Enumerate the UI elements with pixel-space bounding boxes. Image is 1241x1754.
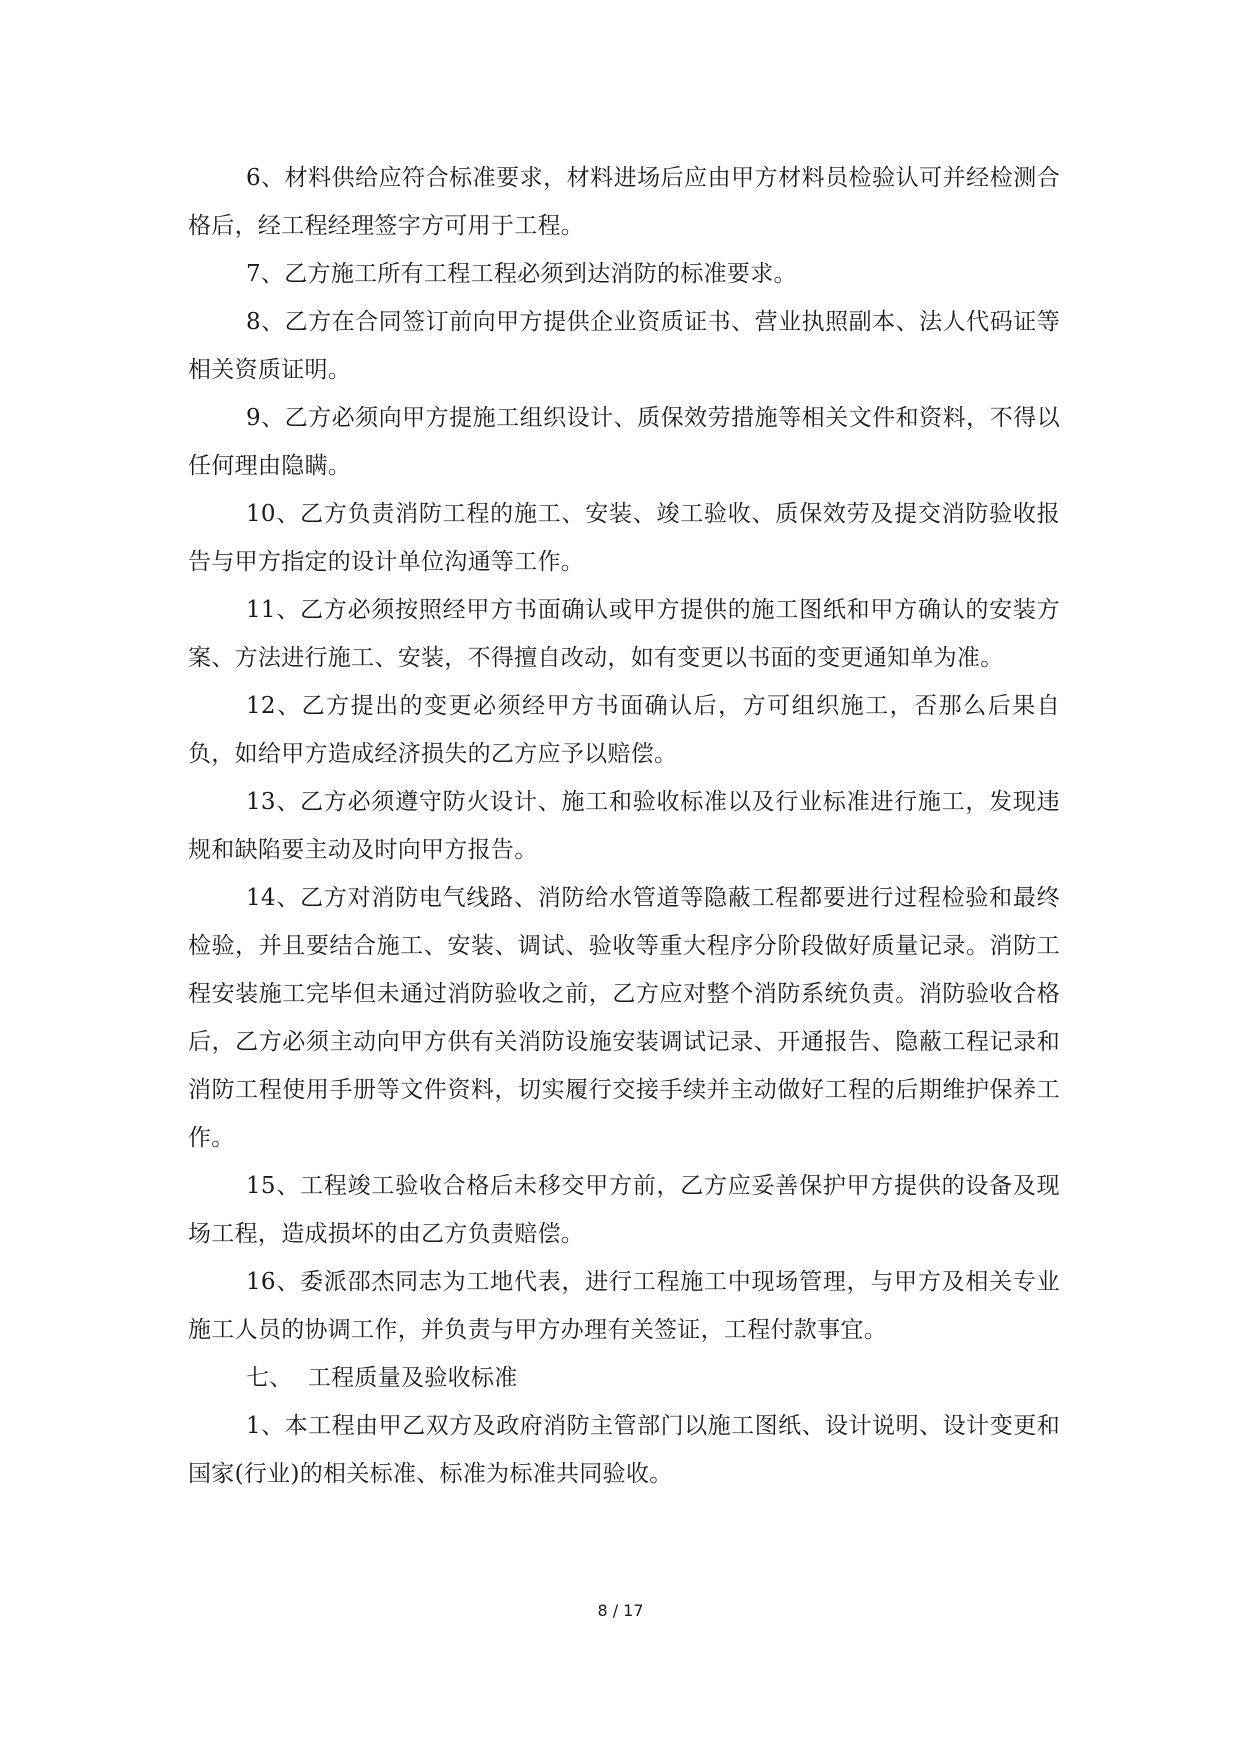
paragraph-item-16: 16、委派邵杰同志为工地代表，进行工程施工中现场管理，与甲方及相关专业施工人员的协调工作，并负责与甲方办理有关签证，工程付款事宜。 — [188, 1269, 1060, 1343]
section-paragraph-1: 1、本工程由甲乙双方及政府消防主管部门以施工图纸、设计说明、设计变更和国家(行业)的相关标准、标准为标准共同验收。 — [188, 1413, 1060, 1487]
page-number: 8 / 17 — [597, 1601, 644, 1620]
paragraph-item-9: 9、乙方必须向甲方提施工组织设计、质保效劳措施等相关文件和资料，不得以任何理由隐瞒。 — [188, 405, 1060, 479]
paragraph-item-15: 15、工程竣工验收合格后未移交甲方前，乙方应妥善保护甲方提供的设备及现场工程，造成损坏的由乙方负责赔偿。 — [188, 1173, 1060, 1247]
paragraph-item-6: 6、材料供给应符合标准要求，材料进场后应由甲方材料员检验认可并经检测合格后，经工程经理签字方可用于工程。 — [188, 165, 1060, 239]
paragraph-item-13: 13、乙方必须遵守防火设计、施工和验收标准以及行业标准进行施工，发现违规和缺陷要主动及时向甲方报告。 — [188, 789, 1060, 863]
document-body — [188, 154, 1060, 1498]
paragraph-item-11: 11、乙方必须按照经甲方书面确认或甲方提供的施工图纸和甲方确认的安装方案、方法进行施工、安装，不得擅自改动，如有变更以书面的变更通知单为准。 — [188, 597, 1060, 671]
paragraph-item-8: 8、乙方在合同签订前向甲方提供企业资质证书、营业执照副本、法人代码证等相关资质证明。 — [188, 309, 1060, 383]
paragraph-item-7: 7、乙方施工所有工程工程必须到达消防的标准要求。 — [246, 261, 797, 287]
section-heading: 七、 工程质量及验收标准 — [246, 1365, 518, 1391]
paragraph-item-14: 14、乙方对消防电气线路、消防给水管道等隐蔽工程都要进行过程检验和最终检验，并且要结合施工、安装、调试、验收等重大程序分阶段做好质量记录。消防工程安装施工完毕但未通过消防验收之前，乙方应对整个消防系统负责。消防验收合格后，乙方必须主动向甲方供有关消防设施安装调试记录、开通报告、隐蔽工程记录和消防工程使用手册等文件资料，切实履行交接手续并主动做好工程的后期维护保养工作。 — [188, 885, 1060, 1151]
paragraph-item-12: 12、乙方提出的变更必须经甲方书面确认后，方可组织施工，否那么后果自负，如给甲方造成经济损失的乙方应予以赔偿。 — [188, 693, 1060, 767]
paragraph-item-10: 10、乙方负责消防工程的施工、安装、竣工验收、质保效劳及提交消防验收报告与甲方指定的设计单位沟通等工作。 — [188, 501, 1060, 575]
